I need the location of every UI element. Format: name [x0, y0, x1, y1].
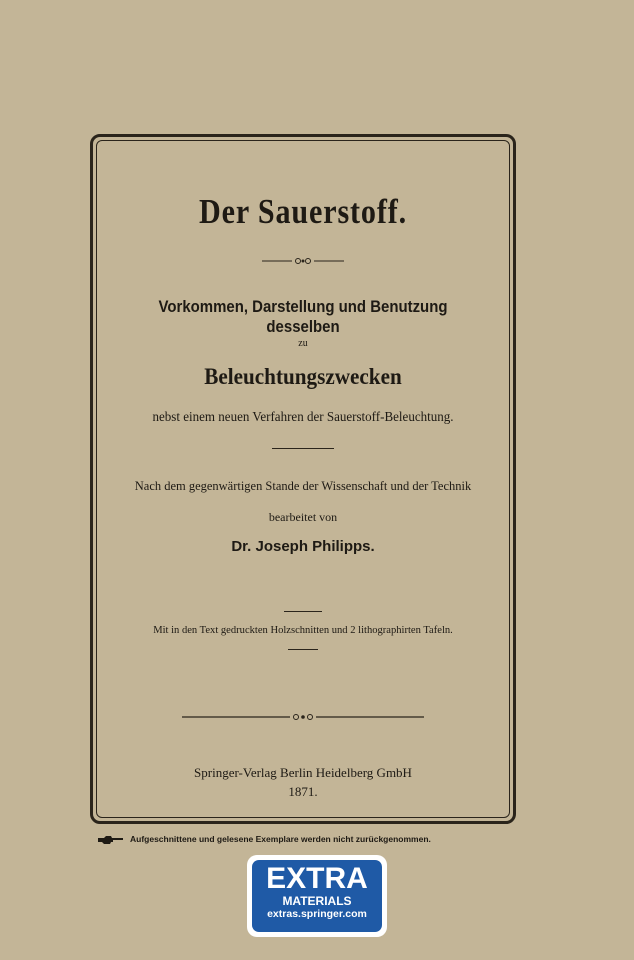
- additional-description: nebst einem neuen Verfahren der Sauerstoff-Beleuchtung.: [152, 410, 454, 425]
- short-rule-1: [272, 448, 334, 449]
- publisher: Springer-Verlag Berlin Heidelberg GmbH: [194, 765, 412, 780]
- return-notice: [98, 834, 538, 845]
- badge-subtitle: MATERIALS: [282, 894, 352, 908]
- ornament-divider-bottom: [182, 712, 424, 722]
- purpose-heading: Beleuchtungszwecken: [204, 364, 402, 389]
- ornament-divider-top: [262, 256, 344, 266]
- badge-url: extras.springer.com: [267, 908, 367, 920]
- extra-materials-badge-body: [252, 860, 382, 932]
- return-notice-text: Aufgeschnittene und gelesene Exemplare werden nicht zurückgenommen.: [130, 834, 431, 844]
- pointing-hand-icon: [98, 835, 124, 845]
- state-of-science-line: Nach dem gegenwärtigen Stande der Wissenschaft und der Technik: [134, 478, 472, 493]
- author-name: Dr. Joseph Philipps.: [231, 538, 375, 555]
- publication-year: 1871.: [288, 784, 318, 799]
- short-rule-2: [284, 611, 322, 612]
- book-title: Der Sauerstoff.: [199, 192, 407, 231]
- illustrations-note: Mit in den Text gedruckten Holzschnitten und 2 lithographirten Tafeln.: [153, 624, 453, 636]
- badge-title: EXTRA: [266, 862, 368, 895]
- edited-by-label: bearbeitet von: [268, 510, 338, 524]
- extra-materials-badge[interactable]: [247, 855, 387, 937]
- connector-text: zu: [298, 338, 308, 349]
- short-rule-3: [288, 649, 318, 650]
- subtitle: Vorkommen, Darstellung und Benutzung desselben: [158, 297, 448, 336]
